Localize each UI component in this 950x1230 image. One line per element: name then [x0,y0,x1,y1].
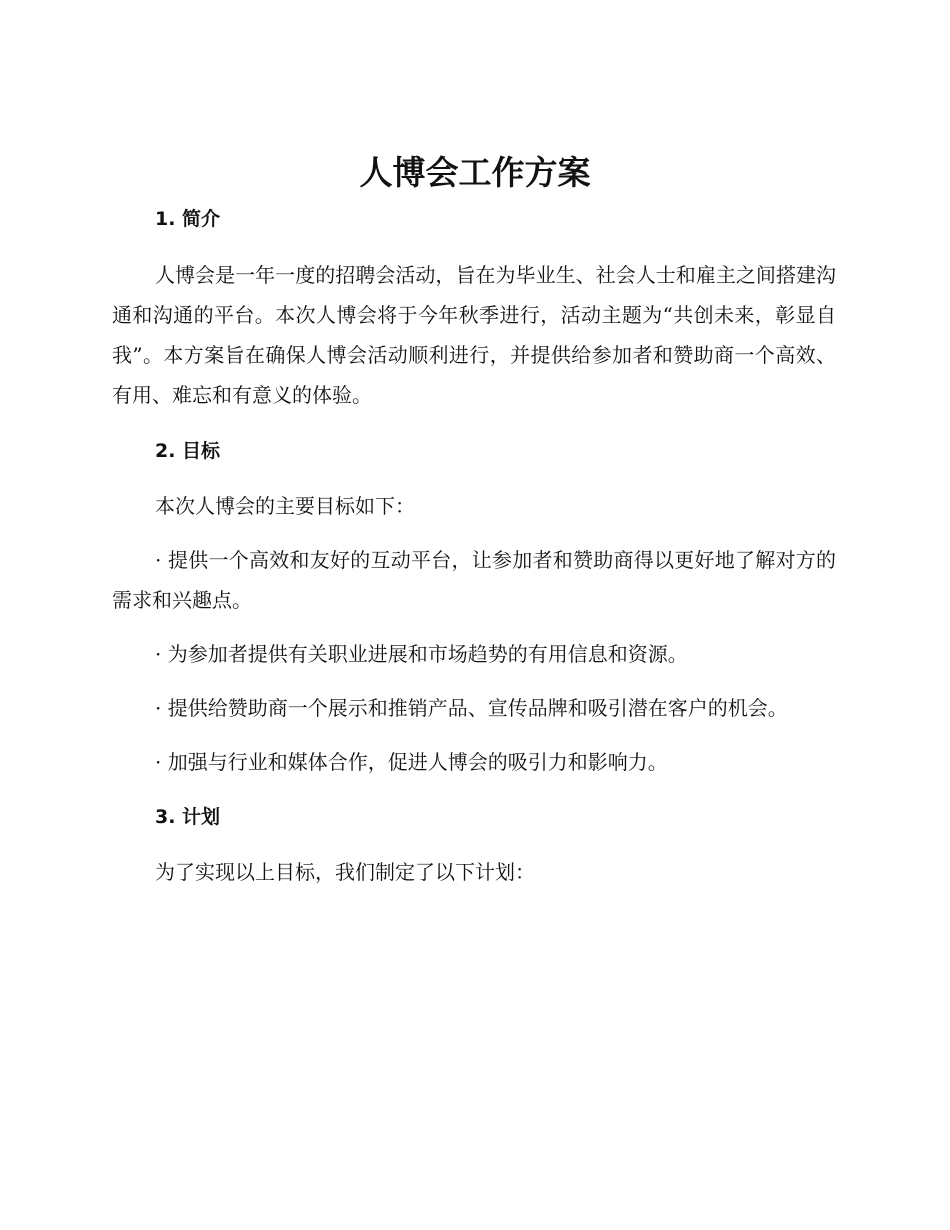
section-heading-plan: 3. 计划 [155,806,221,828]
goals-intro: 本次人博会的主要目标如下： [155,494,415,518]
document-body [112,198,836,892]
goal-item: · 加强与行业和媒体合作，促进人博会的吸引力和影响力。 [155,750,668,774]
section-heading-intro: 1. 简介 [155,208,221,230]
document-title: 人博会工作方案 [359,153,591,192]
intro-paragraph: 人博会是一年一度的招聘会活动，旨在为毕业生、社会人士和雇主之间搭建沟通和沟通的平台。本次人博会将于今年秋季进行，活动主题为“共创未来，彰显自我”。本方案旨在确保人博会活动顺利进行，并提供给参加者和赞助商一个高效、有用、难忘和有意义的体验。 [112,263,836,407]
goal-item: · 提供给赞助商一个展示和推销产品、宣传品牌和吸引潜在客户的机会。 [155,696,788,720]
section-heading-goals: 2. 目标 [155,440,221,462]
goal-item: · 提供一个高效和友好的互动平台，让参加者和赞助商得以更好地了解对方的需求和兴趣点。 [112,548,836,612]
plan-intro: 为了实现以上目标，我们制定了以下计划： [155,860,535,884]
goal-item: · 为参加者提供有关职业进展和市场趋势的有用信息和资源。 [155,642,688,666]
